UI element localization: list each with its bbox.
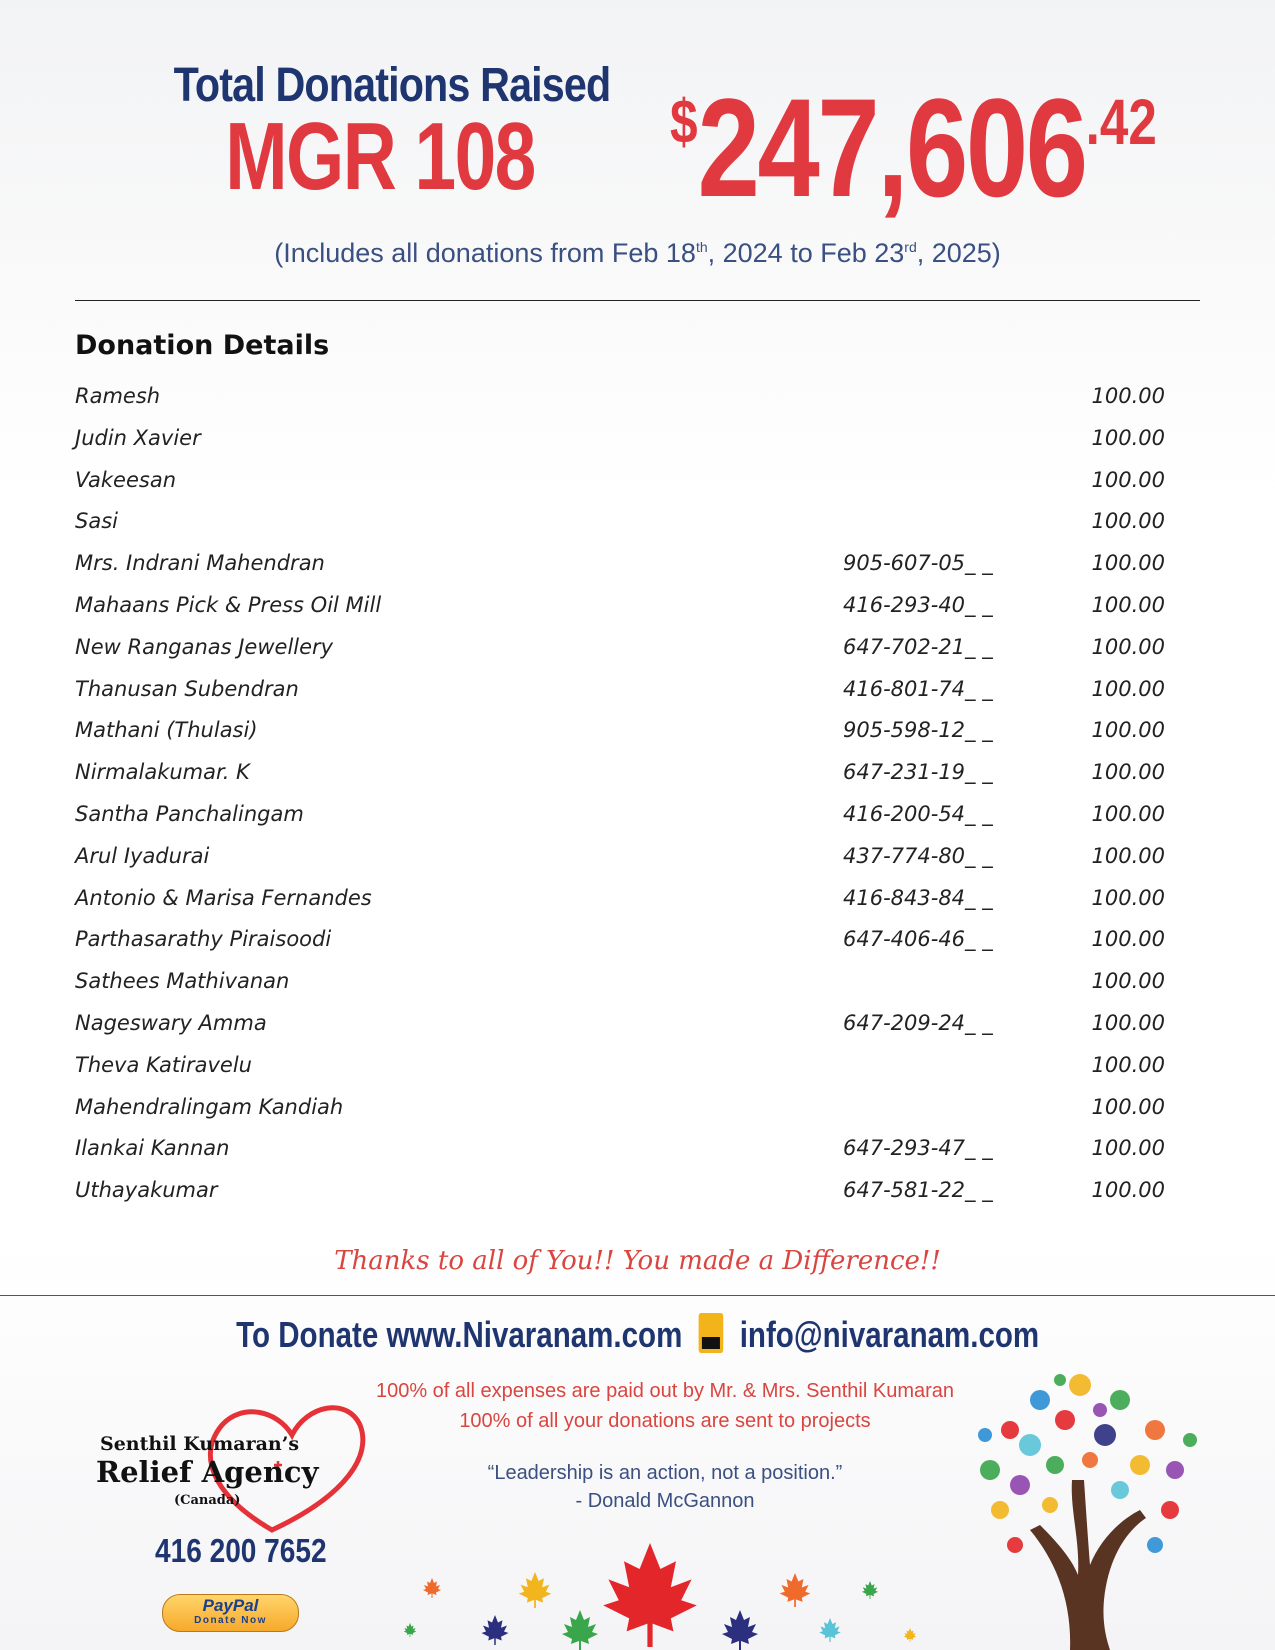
donor-name: Antonio & Marisa Fernandes <box>75 885 372 910</box>
header-left <box>140 59 620 210</box>
donor-name: Nirmalakumar. K <box>75 760 250 785</box>
maple-leaf-icon <box>862 1581 878 1599</box>
maple-leaf-icon <box>780 1573 811 1607</box>
donor-name: Santha Panchalingam <box>75 801 304 826</box>
campaign-name: MGR 108 <box>225 102 535 210</box>
donation-amount: 100.00 <box>1091 801 1165 826</box>
donation-amount: 100.00 <box>1091 885 1165 910</box>
donation-row <box>75 462 1165 504</box>
maple-leaf-icon <box>519 1572 551 1608</box>
donor-name: Thanusan Subendran <box>75 676 299 701</box>
email-link[interactable]: info@nivaranam.com <box>739 1314 1040 1355</box>
donation-row <box>75 1047 1165 1089</box>
maple-leaf-icon <box>423 1578 441 1598</box>
donor-name: Nageswary Amma <box>75 1010 267 1035</box>
logo-line-2: Relief Agency <box>96 1455 319 1489</box>
donation-row <box>75 1089 1165 1131</box>
donor-name: Sasi <box>75 509 118 534</box>
donation-amount: 100.00 <box>1091 425 1165 450</box>
donor-name: Ilankai Kannan <box>75 1136 230 1161</box>
donor-phone: 416-843-84_ _ <box>843 885 993 910</box>
donation-amount: 100.00 <box>1091 592 1165 617</box>
donation-amount: 100.00 <box>1091 760 1165 785</box>
maple-leaf-icon <box>904 1628 917 1642</box>
donation-amount: 100.00 <box>1091 384 1165 408</box>
interac-etransfer-icon <box>699 1313 724 1353</box>
donation-amount: 100.00 <box>1091 551 1165 576</box>
date-range <box>0 238 1275 269</box>
total-cents: .42 <box>1085 86 1157 158</box>
donation-amount: 100.00 <box>1091 634 1165 659</box>
details-title: Donation Details <box>75 330 330 361</box>
donation-amount: 100.00 <box>1091 927 1165 952</box>
total-main: 247,606 <box>697 69 1086 226</box>
donor-phone: 647-231-19_ _ <box>843 760 993 785</box>
donation-row <box>75 629 1165 671</box>
range-part-a: (Includes all donations from Feb 18 <box>274 238 696 268</box>
paypal-donate-button[interactable] <box>162 1594 299 1632</box>
quote-text: “Leadership is an action, not a position.” <box>487 1462 843 1484</box>
paypal-brand: PayPal <box>202 1596 259 1615</box>
donation-row <box>75 1130 1165 1172</box>
donor-phone: 416-293-40_ _ <box>843 592 993 617</box>
donor-name: Parthasarathy Piraisoodi <box>75 927 332 952</box>
quote-author: - Donald McGannon <box>575 1490 755 1512</box>
donor-phone: 647-702-21_ _ <box>843 634 993 659</box>
donor-phone: 416-200-54_ _ <box>843 801 993 826</box>
donor-name: Ramesh <box>75 384 161 408</box>
range-part-c: , 2025) <box>916 238 1001 268</box>
donate-line <box>0 1314 1275 1357</box>
range-sup-a: th <box>695 239 708 255</box>
donation-amount: 100.00 <box>1091 969 1165 994</box>
donor-phone: 647-209-24_ _ <box>843 1010 993 1035</box>
donor-name: Uthayakumar <box>75 1178 218 1203</box>
range-sup-b: rd <box>904 239 917 255</box>
donor-name: Sathees Mathivanan <box>75 969 290 994</box>
donation-row <box>75 420 1165 462</box>
donor-name: Mahaans Pick & Press Oil Mill <box>75 592 382 617</box>
contact-phone[interactable]: 416 200 7652 <box>155 1532 327 1569</box>
maple-leaves-decoration <box>400 1530 940 1650</box>
donor-name: Mahendralingam Kandiah <box>75 1094 344 1119</box>
donation-row <box>75 796 1165 838</box>
donor-phone: 647-581-22_ _ <box>843 1178 993 1203</box>
donation-row <box>75 1172 1165 1214</box>
donate-link[interactable]: To Donate www.Nivaranam.com <box>235 1314 683 1355</box>
expense-line-2: 100% of all your donations are sent to projects <box>459 1410 871 1432</box>
total-amount <box>670 69 1157 226</box>
divider-footer <box>0 1295 1275 1296</box>
donation-row <box>75 880 1165 922</box>
header-title: Total Donations Raised <box>173 59 611 112</box>
donation-amount: 100.00 <box>1091 1178 1165 1203</box>
donor-phone: 416-801-74_ _ <box>843 676 993 701</box>
donor-name: Mrs. Indrani Mahendran <box>75 551 325 576</box>
donor-name: Mathani (Thulasi) <box>75 718 258 743</box>
relief-agency-logo <box>92 1395 372 1555</box>
thanks-message: Thanks to all of You!! You made a Difference!! <box>334 1246 941 1276</box>
donation-amount: 100.00 <box>1091 1094 1165 1119</box>
hand-tree-icon <box>960 1360 1210 1650</box>
donor-phone: 437-774-80_ _ <box>843 843 993 868</box>
donation-row <box>75 378 1165 420</box>
donation-row <box>75 545 1165 587</box>
maple-leaf-icon <box>722 1610 758 1650</box>
expense-line-1: 100% of all expenses are paid out by Mr. & Mrs. Senthil Kumaran <box>375 1380 955 1402</box>
donor-name: New Ranganas Jewellery <box>75 634 334 659</box>
range-part-b: , 2024 to Feb 23 <box>707 238 905 268</box>
donation-amount: 100.00 <box>1091 676 1165 701</box>
donation-row <box>75 671 1165 713</box>
donation-row <box>75 503 1165 545</box>
donation-amount: 100.00 <box>1091 1010 1165 1035</box>
donor-phone: 905-598-12_ _ <box>843 718 993 743</box>
donation-amount: 100.00 <box>1091 509 1165 534</box>
donor-name: Vakeesan <box>75 467 177 492</box>
donor-phone: 905-607-05_ _ <box>843 551 993 576</box>
maple-leaf-icon <box>482 1615 509 1645</box>
donation-row <box>75 754 1165 796</box>
maple-leaf-icon <box>404 1623 417 1637</box>
logo-line-3: (Canada) <box>174 1493 241 1508</box>
donor-name: Arul Iyadurai <box>75 843 210 868</box>
logo-line-1: Senthil Kumaran’s <box>100 1433 300 1455</box>
donation-row <box>75 963 1165 1005</box>
maple-leaf-icon <box>603 1543 697 1647</box>
paypal-action: Donate Now <box>194 1615 267 1626</box>
donation-amount: 100.00 <box>1091 843 1165 868</box>
donation-amount: 100.00 <box>1091 467 1165 492</box>
total-currency: $ <box>670 88 698 157</box>
donation-amount: 100.00 <box>1091 718 1165 743</box>
donation-amount: 100.00 <box>1091 1136 1165 1161</box>
donation-row <box>75 712 1165 754</box>
donation-list <box>75 378 1165 1214</box>
donation-row <box>75 921 1165 963</box>
maple-leaf-icon <box>819 1618 841 1642</box>
divider-top <box>75 300 1200 301</box>
donation-amount: 100.00 <box>1091 1052 1165 1077</box>
donor-phone: 647-293-47_ _ <box>843 1136 993 1161</box>
maple-leaf-icon <box>562 1610 598 1650</box>
donation-row <box>75 1005 1165 1047</box>
donor-name: Theva Katiravelu <box>75 1052 252 1077</box>
donation-row <box>75 838 1165 880</box>
donor-name: Judin Xavier <box>75 425 201 450</box>
donor-phone: 647-406-46_ _ <box>843 927 993 952</box>
donation-row <box>75 587 1165 629</box>
